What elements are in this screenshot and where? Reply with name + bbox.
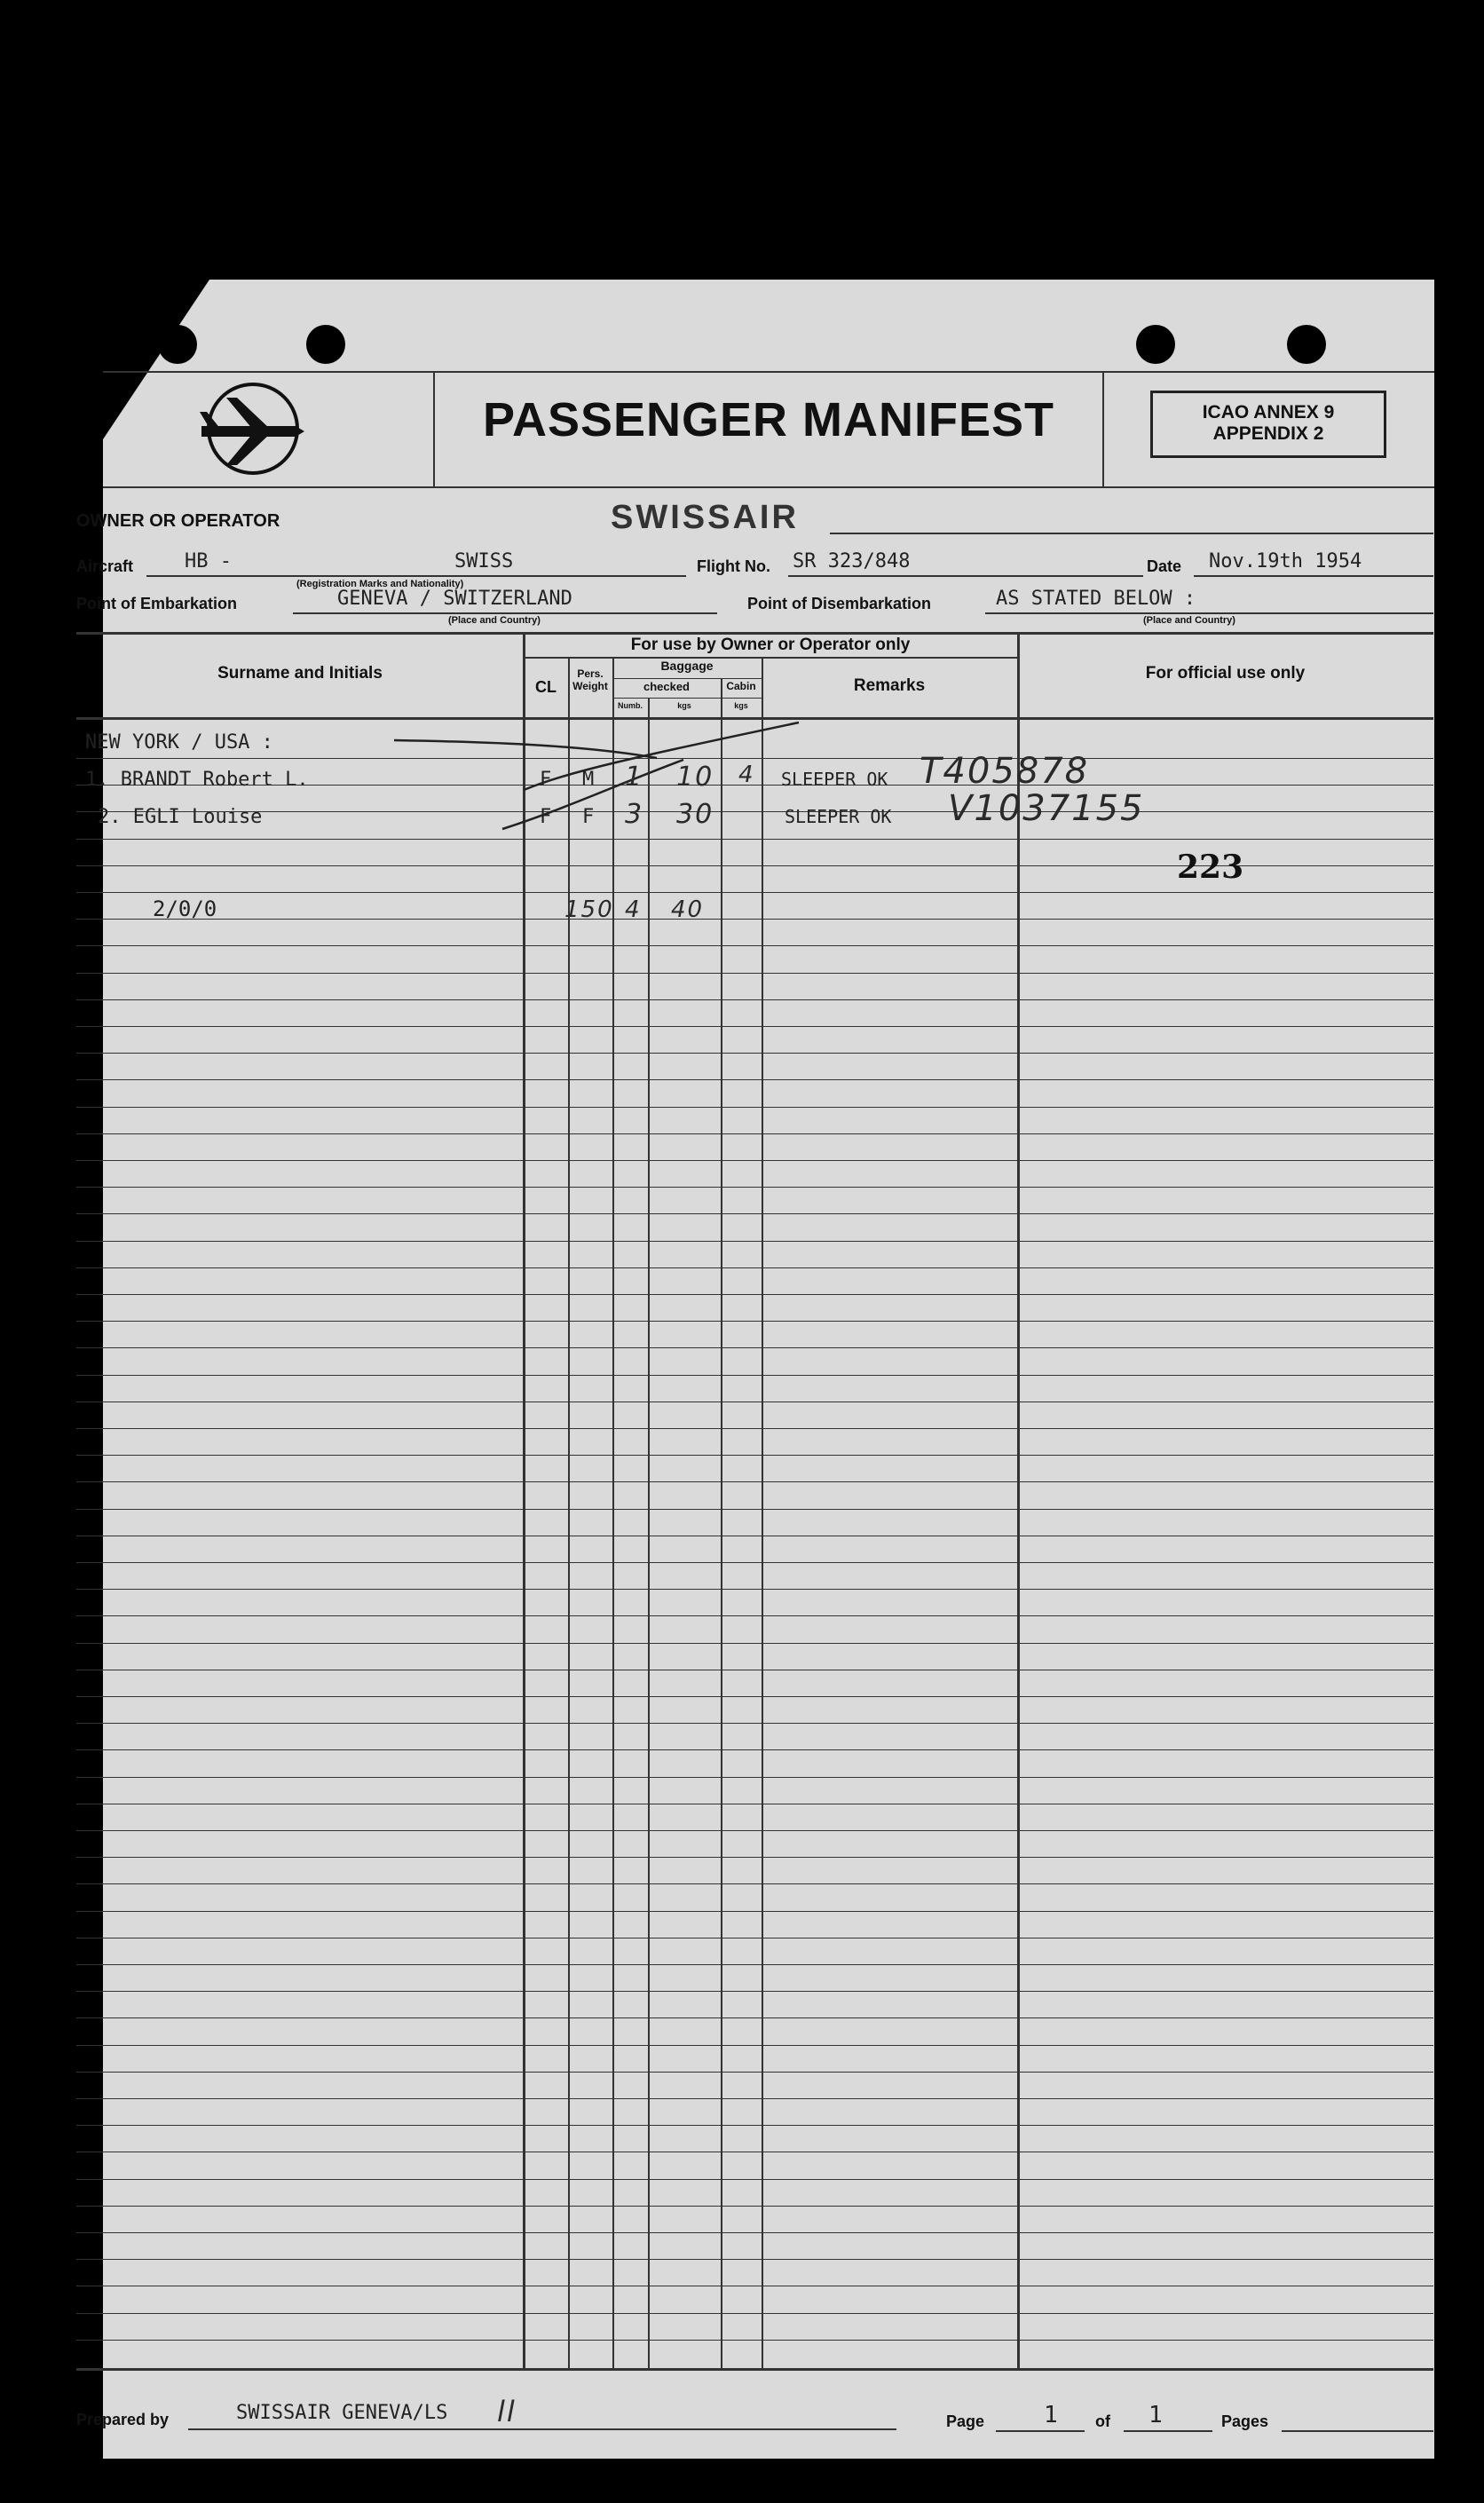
row-line: [76, 1213, 1433, 1214]
disembarkation-value: AS STATED BELOW :: [996, 588, 1196, 610]
row-line: [76, 892, 1433, 893]
disembarkation-sublabel: (Place and Country): [1143, 615, 1235, 626]
destination-label: NEW YORK / USA :: [85, 731, 273, 754]
baggage-kgs: 10: [676, 762, 714, 793]
prepared-label: Prepared by: [76, 2411, 170, 2428]
row-line: [76, 1830, 1433, 1831]
row-line: [76, 973, 1433, 974]
totals-label: 2/0/0: [153, 896, 217, 921]
row-line: [76, 1615, 1433, 1616]
checked-header: checked: [643, 680, 691, 693]
row-line: [76, 1749, 1433, 1750]
row-line: [76, 1241, 1433, 1242]
row-line: [76, 999, 1433, 1000]
row-line: [76, 1723, 1433, 1724]
row-line: [76, 2098, 1433, 2099]
row-line: [76, 2179, 1433, 2180]
row-line: [76, 2045, 1433, 2046]
swissair-logo-icon: [191, 373, 315, 489]
row-line: [76, 1160, 1433, 1161]
operator-use-header: For use by Owner or Operator only: [630, 636, 911, 654]
pages-value: 1: [1149, 2402, 1163, 2428]
row-line: [76, 1053, 1433, 1054]
row-line: [76, 1964, 1433, 1965]
prepared-value: SWISSAIR GENEVA/LS: [236, 2402, 448, 2424]
row-line: [76, 945, 1433, 946]
weight-header-line1: Pers.: [577, 667, 604, 680]
row-line: [76, 1857, 1433, 1858]
totals-numb: 4: [625, 896, 642, 923]
row-line: [76, 1347, 1433, 1348]
row-line: [76, 2313, 1433, 2314]
icao-appendix: APPENDIX 2: [1212, 423, 1324, 444]
row-line: [76, 919, 1433, 920]
col-official-header: For official use only: [1145, 664, 1306, 683]
col-remarks-header: Remarks: [853, 676, 926, 695]
totals-kgs: 40: [671, 896, 705, 923]
row-line: [76, 1481, 1433, 1482]
row-line: [76, 1643, 1433, 1644]
date-label: Date: [1147, 557, 1182, 575]
operator-label: OWNER OR OPERATOR: [76, 511, 280, 531]
date-value: Nov.19th 1954: [1209, 550, 1362, 572]
row-line: [76, 1911, 1433, 1912]
row-line: [76, 2017, 1433, 2018]
icao-box: [1150, 391, 1386, 458]
row-line: [76, 1187, 1433, 1188]
numb-header: Numb.: [618, 701, 643, 710]
page-label: Page: [946, 2412, 985, 2430]
baggage-count: 1: [625, 762, 644, 793]
remark-typed: SLEEPER OK: [785, 806, 892, 827]
aircraft-sublabel: (Registration Marks and Nationality): [296, 579, 464, 589]
row-line: [76, 1455, 1433, 1456]
embarkation-label: Point of Embarkation: [76, 595, 238, 612]
of-label: of: [1095, 2412, 1110, 2430]
prepared-initials: ll: [497, 2395, 517, 2428]
row-line: [76, 1079, 1433, 1080]
row-line: [76, 2340, 1433, 2341]
flight-value: SR 323/848: [793, 550, 911, 572]
page-title: PASSENGER MANIFEST: [482, 393, 1055, 446]
flight-label: Flight No.: [697, 557, 770, 575]
embarkation-sublabel: (Place and Country): [448, 615, 541, 626]
row-line: [76, 1883, 1433, 1884]
aircraft-value: HB -: [185, 550, 232, 572]
remark-typed: SLEEPER OK: [781, 769, 888, 790]
punch-hole: [306, 325, 345, 364]
row-line: [76, 1375, 1433, 1376]
row-line: [76, 1428, 1433, 1429]
row-line: [76, 839, 1433, 840]
row-line: [76, 1133, 1433, 1134]
punch-hole: [158, 325, 197, 364]
passenger-weight: M: [582, 769, 595, 791]
punch-hole: [1287, 325, 1326, 364]
row-line: [76, 1321, 1433, 1322]
row-line: [76, 2259, 1433, 2260]
col-weight-header: [568, 667, 612, 692]
cabin-kgs-header: kgs: [734, 701, 748, 710]
totals-weight: 150: [564, 896, 614, 923]
row-line: [76, 1107, 1433, 1108]
aircraft-label: Aircraft: [76, 557, 134, 575]
punch-hole: [1136, 325, 1175, 364]
weight-header-line2: Weight: [572, 680, 608, 692]
row-line: [76, 2072, 1433, 2073]
operator-value: SWISSAIR: [611, 499, 799, 536]
passenger-class: F: [540, 769, 552, 791]
passenger-name: 1. BRANDT Robert L.: [85, 769, 309, 791]
remark-handwritten: V1037155: [948, 788, 1145, 829]
col-cl-header: CL: [535, 678, 556, 696]
row-line: [76, 2232, 1433, 2233]
embarkation-value: GENEVA / SWITZERLAND: [337, 588, 572, 610]
page-value: 1: [1044, 2402, 1058, 2428]
row-line: [76, 1991, 1433, 1992]
passenger-class: F: [540, 806, 552, 828]
row-line: [76, 2206, 1433, 2207]
baggage-header: Baggage: [660, 659, 714, 673]
row-line: [76, 2125, 1433, 2126]
remark-handwritten: T405878: [920, 751, 1090, 792]
baggage-kgs: 30: [676, 799, 714, 830]
baggage-count: 3: [625, 799, 644, 830]
kgs-header: kgs: [677, 701, 691, 710]
row-line: [76, 1294, 1433, 1295]
pages-label: Pages: [1221, 2412, 1269, 2430]
row-line: [76, 1696, 1433, 1697]
cabin-header: Cabin: [726, 680, 756, 692]
passenger-weight: F: [582, 806, 595, 828]
official-number: 223: [1177, 849, 1244, 886]
cabin-kgs: 4: [738, 762, 755, 788]
aircraft-nationality: SWISS: [454, 550, 514, 572]
row-line: [76, 1777, 1433, 1778]
disembarkation-label: Point of Disembarkation: [747, 595, 932, 612]
col-surname-header: Surname and Initials: [217, 664, 383, 683]
icao-annex: ICAO ANNEX 9: [1202, 402, 1335, 422]
row-line: [76, 1589, 1433, 1590]
row-line: [76, 1509, 1433, 1510]
passenger-name: 2. EGLI Louise: [98, 806, 263, 828]
row-line: [76, 1026, 1433, 1027]
row-line: [76, 1562, 1433, 1563]
row-line: [76, 1267, 1433, 1268]
